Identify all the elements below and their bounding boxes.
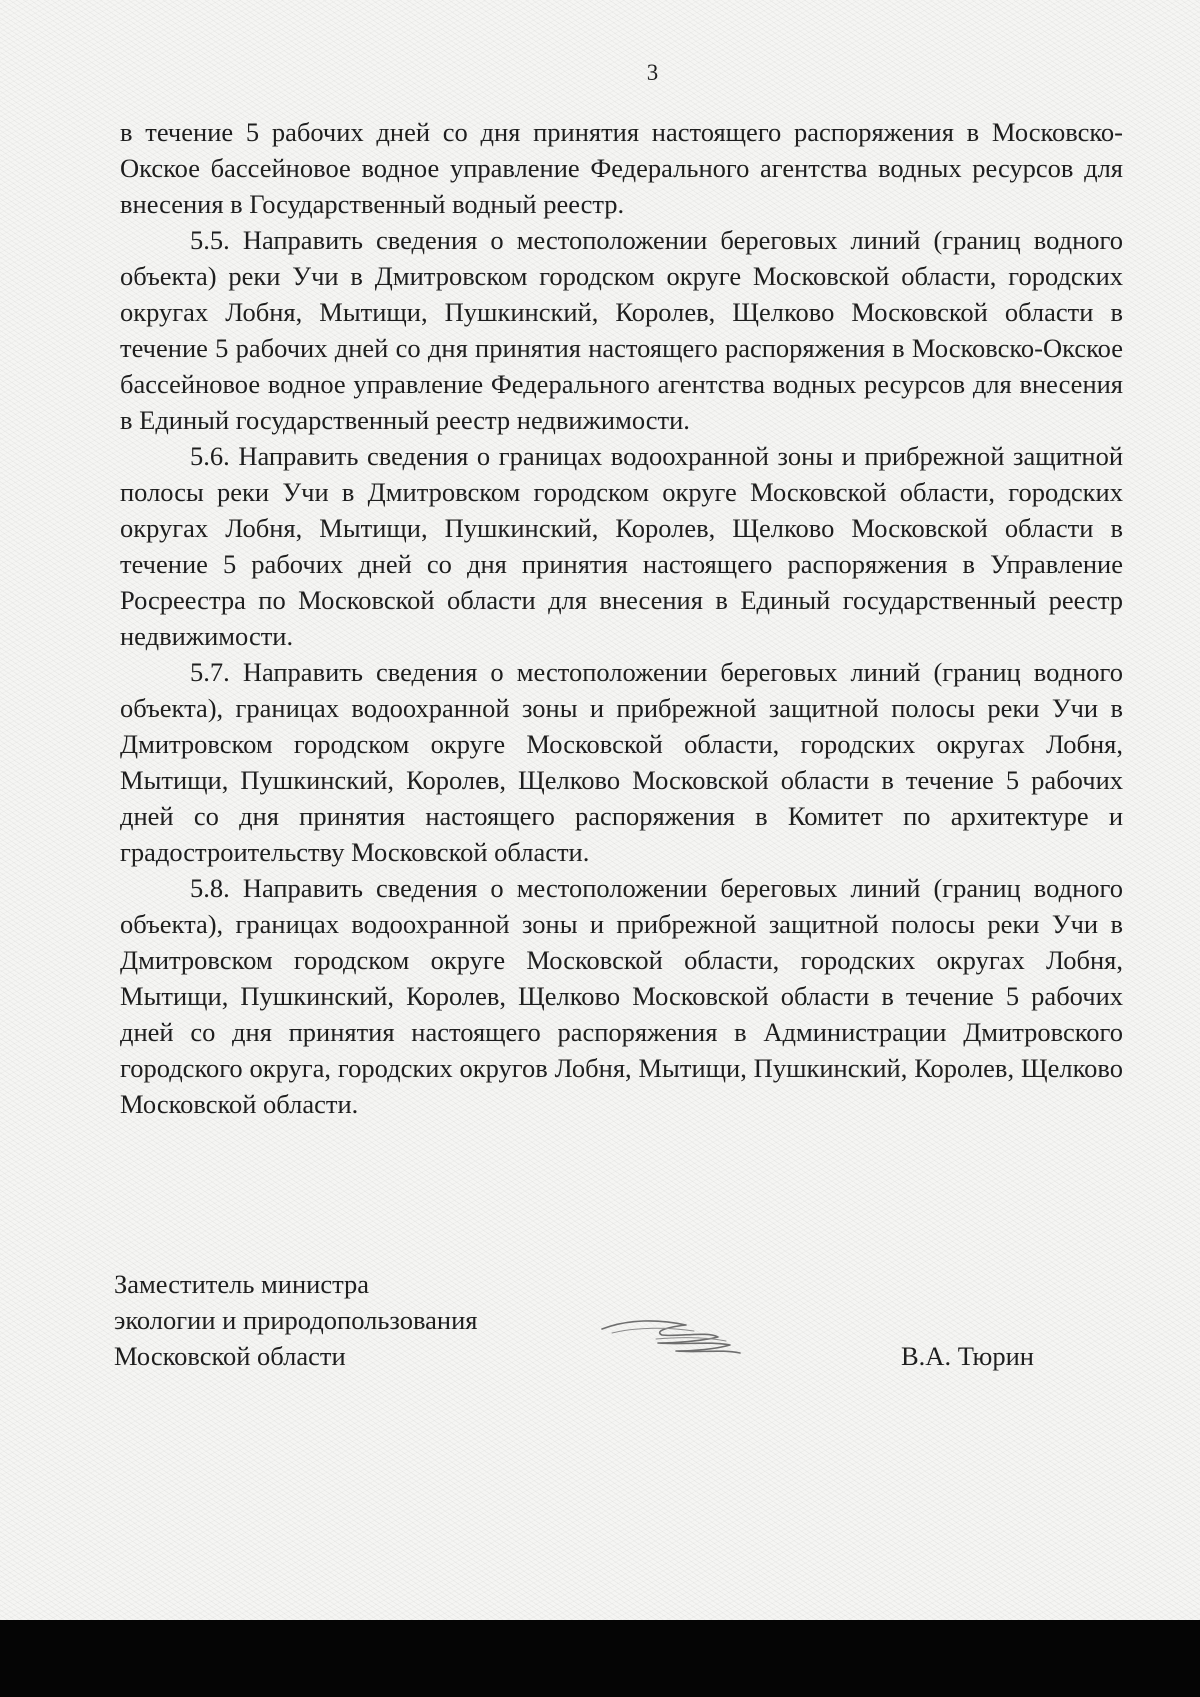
signatory-position-line: Московской области — [114, 1341, 346, 1371]
scan-bottom-edge — [0, 1620, 1200, 1697]
signature-block — [114, 1266, 1114, 1386]
paragraph-5-6: 5.6. Направить сведения о границах водоохранной зоны и прибрежной защитной полосы реки Учи в Дмитровском городском округе Московской области, городских округах Лобня, Мытищи, Пушкинский, Королев, Щелково Московской области в течение 5 рабочих дней со дня принятия настоящего распоряжения в Управление Росреестра по Московской области для внесения в Единый государственный реестр недвижимости. — [120, 441, 1123, 651]
paragraph-continuation: в течение 5 рабочих дней со дня принятия настоящего распоряжения в Московско-Окское бассейновое водное управление Федерального агентства водных ресурсов для внесения в Государственный водный реестр. — [120, 117, 1123, 219]
page-number: 3 — [646, 60, 659, 85]
paragraph-5-8: 5.8. Направить сведения о местоположении береговых линий (границ водного объекта), границах водоохранной зоны и прибрежной защитной полосы реки Учи в Дмитровском городском округе Московской области, городских округах Лобня, Мытищи, Пушкинский, Королев, Щелково Московской области в течение 5 рабочих дней со дня принятия настоящего распоряжения в Администрации Дмитровского городского округа, городских округов Лобня, Мытищи, Пушкинский, Королев, Щелково Московской области. — [120, 873, 1123, 1119]
signatory-position-line: экологии и природопользования — [114, 1305, 478, 1335]
signatory-position-line: Заместитель министра — [114, 1269, 370, 1299]
document-body — [120, 114, 1123, 1122]
signatory-position — [114, 1266, 477, 1374]
paragraph-5-5: 5.5. Направить сведения о местоположении береговых линий (границ водного объекта) реки Учи в Дмитровском городском округе Московской области, городских округах Лобня, Мытищи, Пушкинский, Королев, Щелково Московской области в течение 5 рабочих дней со дня принятия настоящего распоряжения в Московско-Окское бассейновое водное управление Федерального агентства водных ресурсов для внесения в Единый государственный реестр недвижимости. — [120, 225, 1123, 435]
paragraph-5-7: 5.7. Направить сведения о местоположении береговых линий (границ водного объекта), границах водоохранной зоны и прибрежной защитной полосы реки Учи в Дмитровском городском округе Московской области, городских округах Лобня, Мытищи, Пушкинский, Королев, Щелково Московской области в течение 5 рабочих дней со дня принятия настоящего распоряжения в Комитет по архитектуре и градостроительству Московской области. — [120, 657, 1123, 867]
handwritten-signature — [598, 1313, 748, 1357]
signatory-name: В.А. Тюрин — [901, 1341, 1034, 1371]
